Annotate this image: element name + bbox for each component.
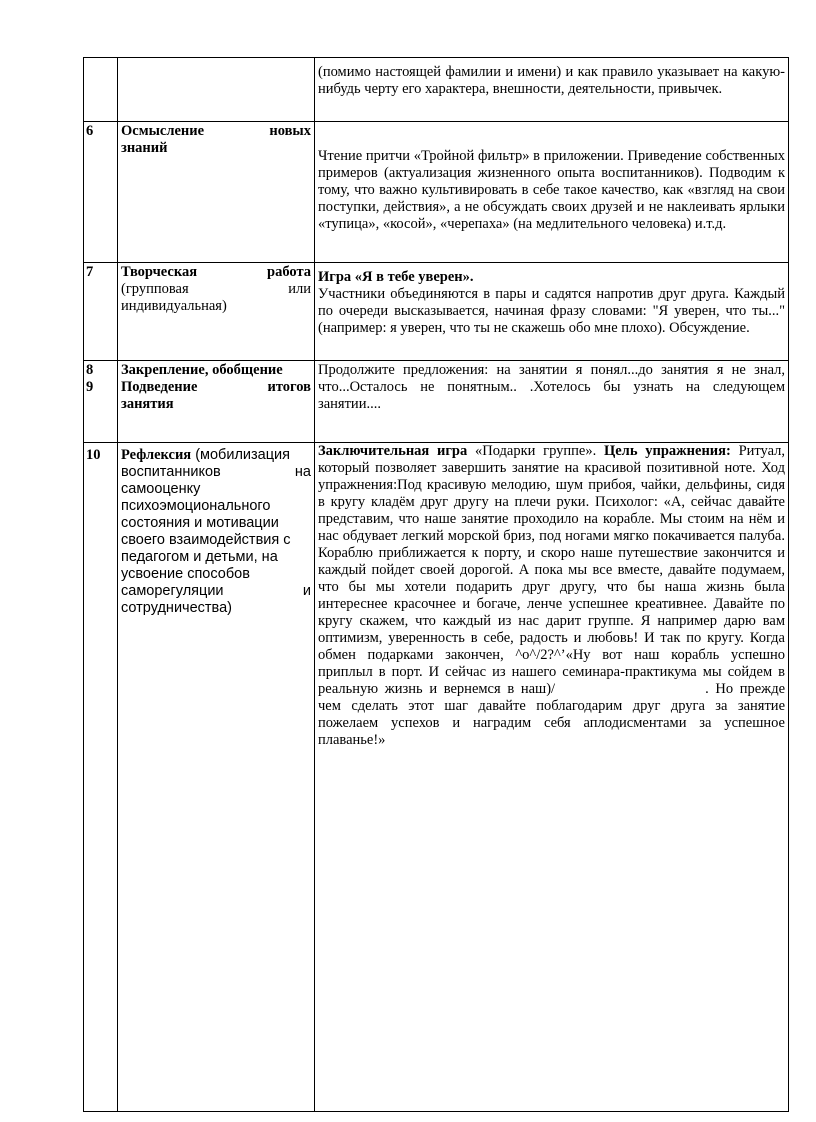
row-number: 9 [86,379,94,395]
table-row [84,58,789,122]
row-number: 7 [86,264,94,280]
table-row [84,263,789,361]
content-cell [315,58,789,122]
stage-word: индивидуальная) [121,298,227,314]
stage-desc: сотрудничества) [121,600,232,616]
content-text-tail: . Но прежде чем сделать этот [318,681,786,714]
goal-label: Цель упражнения: [603,443,731,459]
content-text: Продолжите предложения: на занятии я понял...до занятия я не знал, что...Осталось не понятным.. .Хотелось бы узнать на следующем занятии.... [318,362,785,412]
stage-word: Подведение [121,379,198,395]
stage-desc: (мобилизация [195,447,290,463]
row-number-cell [84,58,118,122]
stage-line [121,264,311,281]
stage-line [121,583,311,600]
stage-word: на [294,464,311,480]
row-number: 10 [86,447,101,463]
stage-line [121,379,311,396]
stage-line [121,464,311,481]
stage-cell [118,361,315,443]
row-number-cell [84,443,118,1112]
row-number-cell [84,361,118,443]
table-row [84,443,789,1112]
row-number-cell [84,122,118,263]
content-text: (помимо настоящей фамилии и имени) и как правило указывает на какую-нибудь черту его характера, внешности, деятельности, привычек. [318,64,785,97]
stage-word: Творческая [121,264,198,280]
content-cell [315,443,789,1112]
stage-line [121,281,311,298]
stage-cell [118,58,315,122]
table-row [84,122,789,263]
content-text: Чтение притчи «Тройной фильтр» в приложении. Приведение собственных примеров (актуализация жизненного опыта воспитанников). Подводим к тому, что важно культивировать в себе такое качество, как «взгляд на свои поступки, действия», а не обсуждать своих друзей и не наклеивать ярлыки «тупица», «косой», «черепаха» (на медлительного человека) и.т.д. [318,148,785,232]
final-game-name: «Подарки группе». [474,443,597,459]
stage-word: воспитанников [121,464,221,480]
content-text: Ритуал, который позволяет завершить занятие на красивой позитивной ноте. Ход упражнения:Под красивую мелодию, шум прибоя, чайки, дельфины, сидя в кругу кладём друг другу на плечи руки. Психолог: «А, сейчас давайте представим, что наше занятие проходило на корабле. Мы стоим на нём и нас обдувает легкий морской бриз, под ногами мягко покачивается палуба. Кораблю приближается к порту, и скоро наше путешествие закончится и каждый пойдет своей дорогой. А пока мы все вместе, давайте подумаем, что бы мы хотели подарить друг другу, что бы наша жизнь была интереснее красочнее и богаче, ленче успешнее креативнее. Давайте по кругу скажем, что каждый из нас дарит группе. Я например дарю вам оптимизм, уверенность в себе, радость и любовь! И так по кругу. Когда обмен подарками закончен, ^о^/2?^’«Ну вот наш корабль успешно приплыл в порт. И сейчас из нашего семинара-практикума мы сойдем в реальную жизнь и вернемся в наш)/ [318,443,786,697]
stage-title: Рефлексия [121,447,192,463]
stage-line [121,123,311,140]
row-number: 8 [86,362,94,378]
content-cell [315,263,789,361]
stage-word: знаний [121,140,168,156]
table-row [84,361,789,443]
content-text-tail: шаг давайте поблагодарим друг друга за занятие пожелаем успехов и наградим себя аплодисментами за успешное плаванье!» [318,698,786,748]
stage-word: Закрепление, обобщение [121,362,283,378]
stage-word: (групповая [121,281,189,297]
row-number: 6 [86,123,94,139]
game-title: Игра «Я в тебе уверен». [318,269,474,285]
stage-word: итогов [267,379,311,395]
content-text: Участники объединяются в пары и садятся напротив друг друга. Каждый по очереди высказывается, начиная фразу словами: "Я уверен, что ты..." (например: я уверен, что ты не скажешь обо мне плохо). Обсуждение. [318,286,785,336]
stage-desc: самооценку психоэмоционального состояния и мотивации своего взаимодействия с педагогом и детьми, на усвоение способов [121,481,291,582]
stage-word: занятия [121,396,174,412]
lesson-plan-table [83,57,789,1112]
row-number-cell [84,263,118,361]
stage-cell [118,443,315,1112]
stage-word: или [288,281,311,297]
stage-word: саморегуляции [121,583,224,599]
stage-cell [118,122,315,263]
content-cell [315,122,789,263]
stage-word: Осмысление [121,123,205,139]
final-game-title: Заключительная игра [318,443,468,459]
content-cell [315,361,789,443]
stage-cell [118,263,315,361]
stage-word: работа [267,264,311,280]
stage-word: и [302,583,311,599]
stage-word: новых [269,123,311,139]
